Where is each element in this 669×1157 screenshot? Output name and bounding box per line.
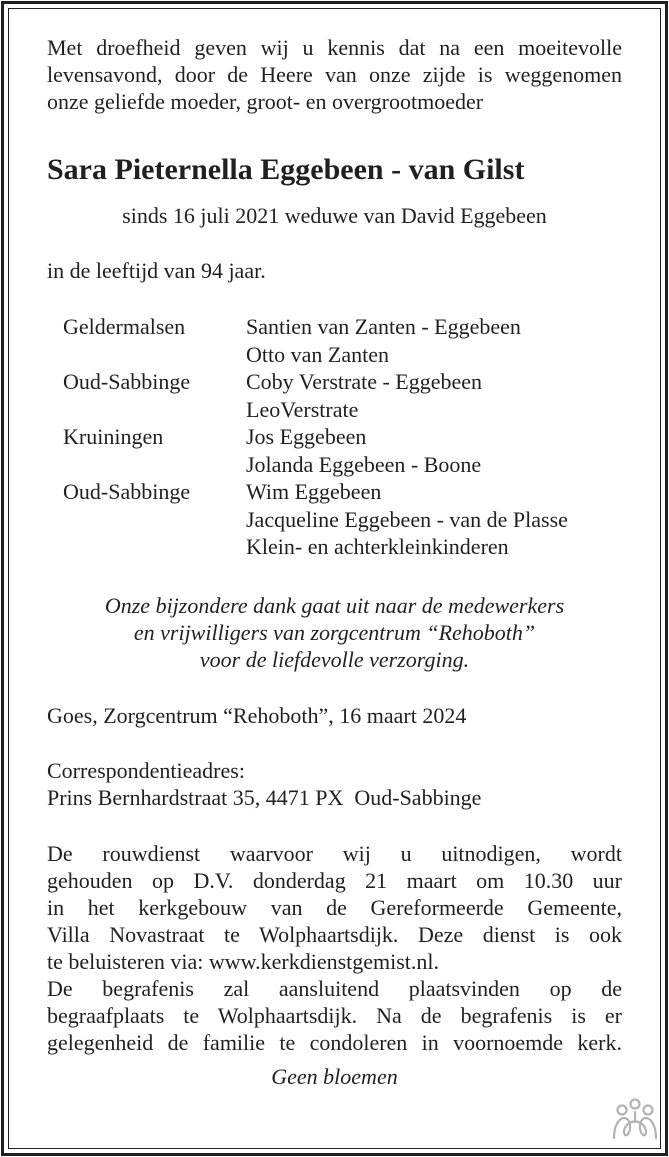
family-place: Kruiningen (63, 424, 164, 449)
family-member-name: Jolanda Eggebeen - Boone (246, 451, 482, 477)
family-member-name: LeoVerstrate (246, 396, 359, 422)
intro-line: levensavond, door de Heere van onze zijde is weggenomen (47, 62, 622, 87)
family-member-name: Santien van Zanten - Eggebeen (246, 314, 521, 339)
family-row (63, 506, 568, 533)
family-place: Oud-Sabbinge (63, 479, 191, 504)
correspondence-label: Correspondentieadres: (47, 758, 245, 783)
family-place: Oud-Sabbinge (63, 369, 191, 394)
family-member-name: Jos Eggebeen (246, 424, 367, 449)
widow-line: sinds 16 juli 2021 weduwe van David Eggebeen (122, 203, 547, 228)
intro-line: Met droefheid geven wij u kennis dat na een moeitevolle (47, 35, 622, 60)
service-line: in het kerkgebouw van de Gereformeerde Gemeente, (47, 895, 622, 920)
service-line: te beluisteren via: www.kerkdienstgemist.nl. (47, 949, 440, 974)
age-line: in de leeftijd van 94 jaar. (47, 258, 266, 283)
closing-note: Geen bloemen (271, 1064, 398, 1089)
deceased-name: Sara Pieternella Eggebeen - van Gilst (47, 153, 525, 186)
family-row (63, 451, 481, 478)
service-line: gelegenheid de familie te condoleren in voornoemde kerk. (47, 1030, 622, 1055)
family-member-name: Wim Eggebeen (246, 479, 382, 504)
family-member-name: Otto van Zanten (246, 341, 389, 367)
family-row (63, 478, 381, 505)
family-row (63, 396, 358, 423)
family-member-name: Klein- en achterkleinkinderen (246, 534, 509, 559)
people-logo-icon (610, 1098, 660, 1140)
family-row (63, 423, 366, 450)
service-line: De rouwdienst waarvoor wij u uitnodigen, wordt (47, 841, 622, 866)
service-line: begraafplaats te Wolphaartsdijk. Na de begrafenis is er (47, 1003, 622, 1028)
family-row (63, 368, 482, 395)
service-line: Villa Novastraat te Wolphaartsdijk. Deze dienst is ook (47, 922, 622, 947)
place-date: Goes, Zorgcentrum “Rehoboth”, 16 maart 2024 (47, 703, 467, 728)
thanks-line: Onze bijzondere dank gaat uit naar de medewerkers (104, 593, 565, 618)
service-line: gehouden op D.V. donderdag 21 maart om 10.30 uur (47, 868, 622, 893)
thanks-line: voor de liefdevolle verzorging. (199, 647, 470, 672)
family-place: Geldermalsen (63, 314, 186, 339)
family-row (63, 341, 389, 368)
family-row (63, 533, 509, 560)
thanks-line: en vrijwilligers van zorgcentrum “Rehoboth” (133, 620, 536, 645)
family-member-name: Jacqueline Eggebeen - van de Plasse (246, 506, 568, 532)
family-row (63, 313, 521, 340)
correspondence-address: Prins Bernhardstraat 35, 4471 PX Oud-Sabbinge (47, 785, 482, 810)
family-member-name: Coby Verstrate - Eggebeen (246, 369, 483, 394)
intro-line: onze geliefde moeder, groot- en overgrootmoeder (47, 89, 484, 114)
service-line: De begrafenis zal aansluitend plaatsvinden op de (47, 976, 622, 1001)
